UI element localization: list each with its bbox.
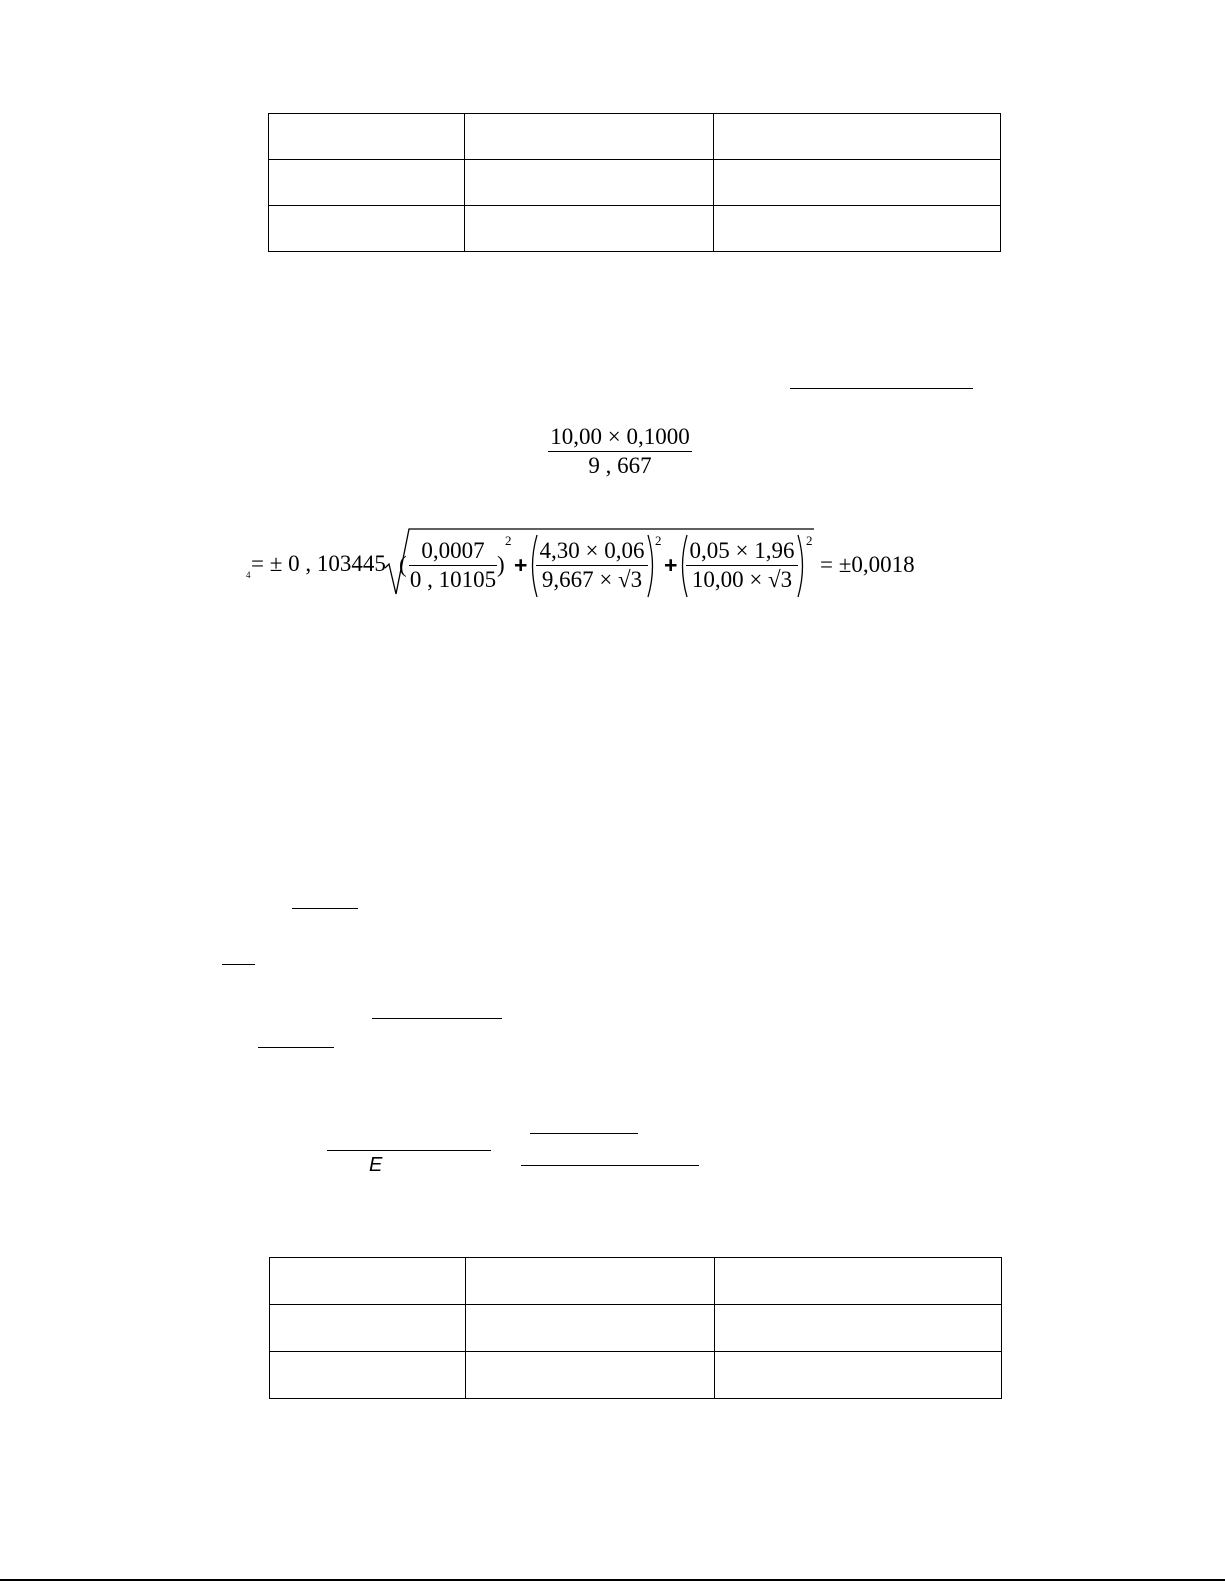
fraction-numerator: 10,00 × 0,1000 bbox=[548, 424, 692, 452]
table-cell bbox=[466, 1352, 715, 1399]
equation-lead: = ± 0 , 103445 bbox=[251, 551, 386, 576]
table-cell bbox=[714, 160, 1001, 206]
table-row bbox=[270, 1258, 1002, 1305]
table-cell bbox=[465, 114, 714, 160]
table-cell bbox=[465, 206, 714, 252]
mean-fraction bbox=[548, 424, 692, 480]
table-row bbox=[269, 206, 1001, 252]
table-row bbox=[269, 160, 1001, 206]
table-cell bbox=[269, 160, 465, 206]
fraction-bar bbox=[372, 1018, 502, 1019]
variable-e: E bbox=[369, 1154, 383, 1176]
term3-fraction bbox=[686, 538, 798, 594]
fraction-numerator: 0,05 × 1,96 bbox=[686, 538, 798, 566]
page-bottom-border bbox=[0, 1579, 1225, 1581]
table-cell bbox=[270, 1352, 466, 1399]
fraction-denominator: 9 , 667 bbox=[588, 453, 652, 478]
table-cell bbox=[714, 206, 1001, 252]
term1-fraction bbox=[409, 538, 497, 594]
table-row bbox=[270, 1352, 1002, 1399]
table-cell bbox=[269, 206, 465, 252]
table-cell bbox=[269, 114, 465, 160]
term3-exponent: 2 bbox=[806, 533, 813, 548]
fraction-bar bbox=[530, 1133, 638, 1134]
term1-close-paren: ) bbox=[497, 552, 505, 577]
fraction-numerator: 0,0007 bbox=[409, 538, 497, 566]
fraction-bar bbox=[222, 964, 255, 965]
table-cell bbox=[466, 1305, 715, 1352]
table-cell bbox=[270, 1258, 466, 1305]
table-row bbox=[270, 1305, 1002, 1352]
fraction-denominator: 9,667 × √3 bbox=[541, 567, 643, 592]
blank-line bbox=[790, 388, 973, 389]
data-table-top bbox=[268, 113, 1001, 252]
table-cell bbox=[465, 160, 714, 206]
term1-exponent: 2 bbox=[505, 533, 512, 548]
fraction-bar bbox=[292, 908, 358, 909]
table-cell bbox=[270, 1305, 466, 1352]
table-cell bbox=[715, 1258, 1002, 1305]
table-cell bbox=[466, 1258, 715, 1305]
fraction-denominator: 10,00 × √3 bbox=[691, 567, 793, 592]
table-cell bbox=[715, 1305, 1002, 1352]
data-table-bottom bbox=[269, 1257, 1002, 1399]
term1-open-paren: ( bbox=[399, 552, 407, 577]
fraction-bar bbox=[521, 1165, 699, 1166]
fraction-bar bbox=[327, 1150, 491, 1151]
plus-sign: + bbox=[664, 552, 678, 578]
table-row bbox=[269, 114, 1001, 160]
fraction-numerator: 4,30 × 0,06 bbox=[536, 538, 648, 566]
term2-fraction bbox=[536, 538, 648, 594]
fraction-bar bbox=[258, 1047, 334, 1048]
equation-result: = ±0,0018 bbox=[820, 552, 915, 577]
table-cell bbox=[715, 1352, 1002, 1399]
plus-sign: + bbox=[514, 552, 528, 578]
equation-subscript: 4 bbox=[246, 570, 251, 580]
term2-exponent: 2 bbox=[655, 533, 662, 548]
fraction-denominator: 0 , 10105 bbox=[409, 567, 497, 592]
table-cell bbox=[714, 114, 1001, 160]
